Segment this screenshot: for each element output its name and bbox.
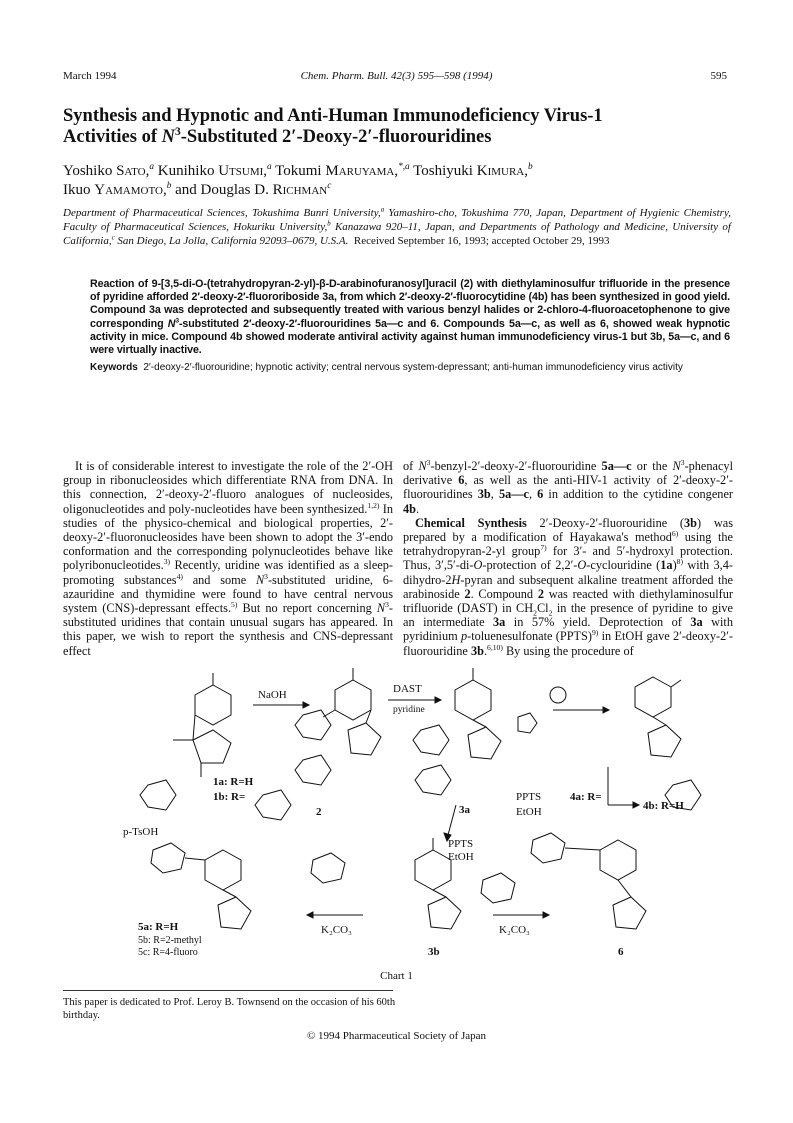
compound-3a-structure bbox=[413, 668, 501, 795]
label-1a: 1a: R=H bbox=[213, 776, 254, 788]
body-column-right bbox=[403, 459, 733, 658]
reagent-ppts-1: PPTS bbox=[448, 838, 474, 850]
intro-continuation: of $N^3-benzyl-2'-deoxy-2'$-fluorouridine 5a—c or the $N^3$-phenacyl derivative 6, as well as the anti-HIV-1 activity of 2′-deoxy-2′-fluorouridines 3b, 5a—c, 6 in addition to the cytidine congener 4b. bbox=[403, 457, 733, 516]
label-1b: 1b: R= bbox=[213, 791, 246, 803]
header-page-number: 595 bbox=[710, 70, 727, 82]
title-line-2: Activities of $N^3$-Substituted 2′-Deoxy-2′-fluorouridines bbox=[63, 125, 492, 147]
footnote: This paper is dedicated to Prof. Leroy B. Townsend on the occasion of his 60th birthday. bbox=[63, 997, 396, 1021]
label-3b: 3b bbox=[428, 946, 440, 958]
label-4b: 4b: R=H bbox=[643, 800, 684, 812]
keywords bbox=[90, 361, 730, 374]
header-journal: Chem. Pharm. Bull. 42(3) 595—598 (1994) bbox=[300, 70, 493, 82]
header-date: March 1994 bbox=[63, 70, 117, 82]
author-list: Yoshiko Sato,$^a$ Kunihiko Utsumi,$^a$ Tokumi Maruyama,$^{*,a}$ Toshiyuki Kimura,$^b$ Ikuo Yamamoto,$^b$ and Douglas D. Richman$^c$ bbox=[63, 162, 533, 198]
intro-paragraph: It is of considerable interest to investigate the role of the 2′-OH group in ribonucleosides which differentiate RNA from DNA. In this connection, 2′-deoxy-2′-fluoro analogues of nucleosides, oligonucleotides and poly-nucleotides have been synthesized.$^{1,2)}$ In studies of the physico-chemical and biological properties, 2′-deoxy-2′-fluoronucleosides have been shown to adopt the 3′-endo conformation and the corresponding polynucleotides behave like polyribonucleotides.$^{3)}$ Recently, uridine was identified as a sleep-promoting substances$^{4)}$ and some $N^3$-substituted uridine, 6-azauridine and thymidine were found to have central nervous system (CNS)-depressant effects.$^{5)}$ But no report concerning $N^3$-substituted uridines that contain unusual sugars has appeared. In this paper, we wish to report the synthesis and CNS-depressant effect bbox=[63, 459, 394, 658]
label-5a: 5a: R=H bbox=[138, 921, 179, 933]
paper-title bbox=[63, 106, 733, 148]
section-heading: Chemical Synthesis bbox=[415, 515, 527, 530]
reagent-ppts-2: PPTS bbox=[516, 791, 542, 803]
label-3a: 3a bbox=[459, 804, 470, 816]
compound-5-structure bbox=[151, 843, 345, 929]
label-2: 2 bbox=[316, 806, 322, 818]
footnote-rule bbox=[63, 990, 393, 991]
reagent-pyridine: pyridine bbox=[393, 705, 425, 715]
compound-2-structure bbox=[295, 668, 381, 785]
reagent-naoh: NaOH bbox=[258, 689, 287, 701]
title-line-1: Synthesis and Hypnotic and Anti-Human Immunodeficiency Virus-1 bbox=[63, 106, 603, 126]
affiliation: Department of Pharmaceutical Sciences, Tokushima Bunri University,$^a$ Yamashiro-cho, Tokushima 770, Japan, Department of Hygienic Chemistry, Faculty of Pharmaceutical Sciences, Hokuriku University,$^b$ Kanazawa 920–11, Japan, and Departments of Pathology and Medicine, University of California,$^c$ San Diego, La Jolla, California 92093–0679, U.S.A. Received September 16, 1993; accepted October 29, 1993 bbox=[63, 206, 731, 248]
label-6: 6 bbox=[618, 946, 624, 958]
chart-caption: Chart 1 bbox=[380, 970, 413, 982]
reagent-ptsoh: p-TsOH bbox=[123, 826, 159, 838]
received-date: Received September 16, 1993; accepted October 29, 1993 bbox=[353, 235, 610, 248]
copyright: © 1994 Pharmaceutical Society of Japan bbox=[306, 1030, 487, 1042]
abstract: Reaction of 9-[3,5-di-O-(tetrahydropyran-2-yl)-β-D-arabinofuranosyl]uracil (2) with diethylaminosulfur trifluoride in the presence of pyridine afforded 2′-deoxy-2′-fluororiboside 3a, from which 2′-deoxy-2′-fluorocytidine (4b) has been synthesized in good yield. Compound 3a was deprotected and subsequently treated with various benzyl halides or 2-chloro-4-fluoroacetophenone to give corresponding $N^3$-substituted 2′-deoxy-2′-fluorouridines 5a—c and 6. Compounds 5a—c, as well as 6, showed weak hypnotic activity in mice. Compound 4b showed moderate antiviral activity against human immunodeficiency virus-1 but 3b, 5a—c, and 6 were virtually inactive. bbox=[90, 278, 730, 357]
label-4a: 4a: R= bbox=[570, 791, 602, 803]
chemical-synthesis-paragraph: Chemical Synthesis 2′-Deoxy-2′-fluorouridine (3b) was prepared by a modification of Hayakawa's method$^{6)}$ using the tetrahydropyran-2-yl group$^{7)}$ for 3′- and 5′-hydroxyl protection. Thus, 3′,5′-di-O-protection of 2,2′-O-cyclouridine $(1a)^{8)}$ with 3,4-dihydro-2H-pyran and subsequent alkaline treatment afforded the arabinoside 2. Compound 2 was reacted with diethylaminosulfur trifluoride (DAST) in $CH_2Cl_2$ in the presence of pyridine to give an intermediate 3a in 57% yield. Deprotection of 3a with pyridinium p-toluenesulfonate (PPTS)$^{9)}$ in EtOH gave 2′-deoxy-2′-fluorouridine 3b.$^{6,10)}$ By using the procedure of bbox=[403, 515, 734, 658]
keywords-label: Keywords bbox=[90, 362, 138, 373]
keywords-text: 2′-deoxy-2′-fluorouridine; hypnotic activity; central nervous system-depressant; anti-human immunodeficiency virus activity bbox=[143, 362, 683, 373]
compound-4a-structure bbox=[635, 677, 701, 810]
reaction-scheme bbox=[63, 655, 731, 980]
body-column-left bbox=[63, 459, 393, 658]
reagent-dast: DAST bbox=[393, 683, 422, 695]
compound-1-structure bbox=[173, 673, 231, 777]
label-5c: 5c: R=4-fluoro bbox=[138, 947, 198, 958]
reagent-k2co3-right: K₂CO₃ bbox=[499, 924, 530, 936]
reagent-k2co3-left: K₂CO₃ bbox=[321, 924, 352, 936]
reagent-etoh-2: EtOH bbox=[516, 806, 542, 818]
reagent-etoh-1: EtOH bbox=[448, 851, 474, 863]
label-5b: 5b: R=2-methyl bbox=[138, 935, 202, 946]
